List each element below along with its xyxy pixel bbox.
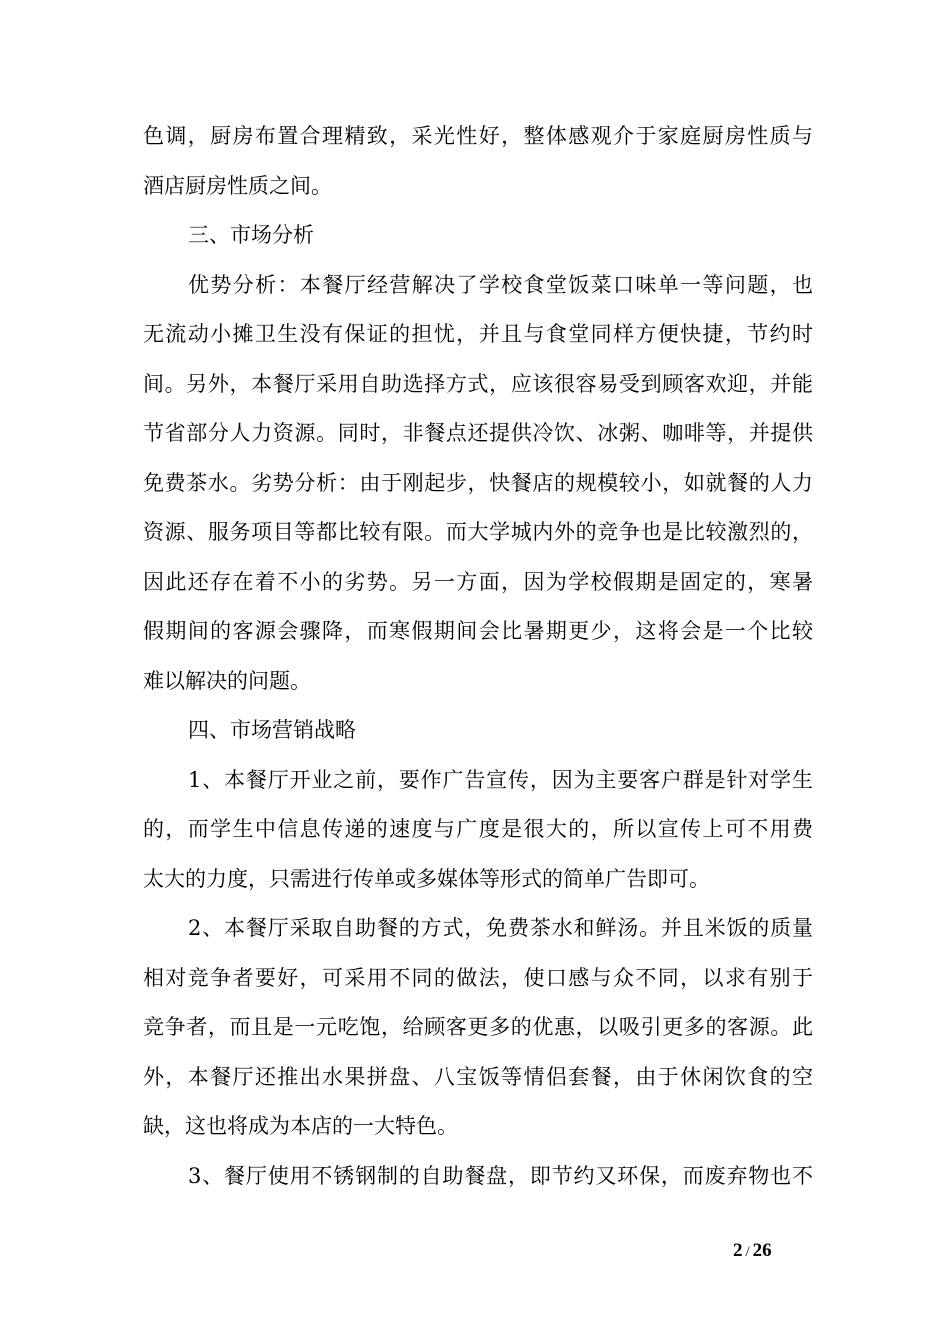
text-line: 3、餐厅使用不锈钢制的自助餐盘，即节约又环保，而废弃物也不 (188, 1163, 813, 1188)
text-line: 竞争者，而且是一元吃饱，给顾客更多的优惠，以吸引更多的客源。此 (143, 1015, 813, 1039)
text-line: 节省部分人力资源。同时，非餐点还提供冷饮、冰粥、咖啡等，并提供 (143, 421, 813, 445)
text-line: 外，本餐厅还推出水果拼盘、八宝饭等情侣套餐，由于休闲饮食的空 (143, 1064, 813, 1089)
text-line: 免费茶水。劣势分析：由于刚起步，快餐店的规模较小，如就餐的人力 (143, 470, 813, 495)
text-line: 2、本餐厅采取自助餐的方式，免费茶水和鲜汤。并且米饭的质量 (188, 916, 813, 940)
text-line: 间。另外，本餐厅采用自助选择方式，应该很容易受到顾客欢迎，并能 (143, 371, 813, 396)
section-heading: 三、市场分析 (188, 223, 314, 247)
text-line: 假期间的客源会骤降，而寒假期间会比暑期更少，这将会是一个比较 (143, 619, 813, 643)
text-line: 资源、服务项目等都比较有限。而大学城内外的竞争也是比较激烈的， (143, 520, 813, 544)
text-line: 优势分析：本餐厅经营解决了学校食堂饭菜口味单一等问题，也 (188, 272, 813, 297)
text-line: 酒店厨房性质之间。 (143, 173, 332, 198)
text-line: 太大的力度，只需进行传单或多媒体等形式的简单广告即可。 (143, 866, 710, 891)
text-line: 1、本餐厅开业之前，要作广告宣传，因为主要客户群是针对学生 (188, 767, 813, 792)
current-page: 2 (733, 1240, 743, 1261)
text-line: 相对竞争者要好，可采用不同的做法，使口感与众不同，以求有别于 (143, 965, 813, 990)
text-line: 色调，厨房布置合理精致，采光性好，整体感观介于家庭厨房性质与 (143, 124, 813, 148)
document-body (143, 112, 813, 1201)
text-line: 难以解决的问题。 (143, 668, 311, 693)
text-line: 因此还存在着不小的劣势。另一方面，因为学校假期是固定的，寒暑 (143, 569, 813, 594)
page-separator: / (745, 1244, 750, 1260)
text-line: 无流动小摊卫生没有保证的担忧，并且与食堂同样方便快捷，节约时 (143, 322, 813, 346)
text-line: 的，而学生中信息传递的速度与广度是很大的，所以宣传上可不用费 (143, 817, 813, 841)
page-number (733, 1240, 772, 1262)
section-heading: 四、市场营销战略 (188, 718, 356, 742)
total-pages: 26 (752, 1240, 772, 1261)
text-line: 缺，这也将成为本店的一大特色。 (143, 1114, 458, 1138)
